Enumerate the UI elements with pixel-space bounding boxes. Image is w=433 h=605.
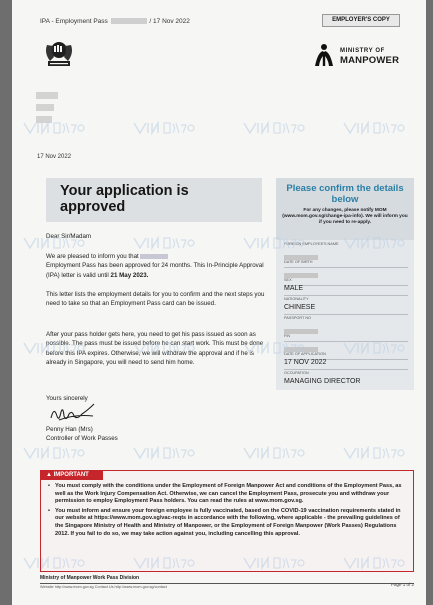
letter-date: 17 Nov 2022 [37, 154, 72, 160]
watermark-stamp [242, 120, 306, 136]
approval-paragraph-line2: Employment Pass has been approved for 24 months. This In-Principle Approval (IPA) letter is valid until [46, 262, 264, 279]
confirm-details-note: For any changes, please notify MOM (www.mom.gov.sg/change-ipa-info). We will inform you if you need to re-apply. [282, 208, 408, 225]
redacted-reference [111, 18, 147, 24]
field-label: SEX [284, 278, 292, 282]
confirm-details-heading: Please confirm the details below [286, 183, 404, 205]
watermark-stamp [342, 445, 406, 461]
field-label: NATIONALITY [284, 297, 309, 301]
controller-signature [49, 402, 103, 424]
signer-name: Penny Han (Mrs) [46, 426, 93, 433]
watermark-stamp [132, 445, 196, 461]
important-notice-box [40, 470, 414, 572]
pass-issue-paragraph: After your pass holder gets here, you need to get his pass issued as soon as possible. The pass must be issued before he can start work. This must be done before this IPA expires. Otherwise, we will withdraw the approval and if he is already in Singapore, you will need to send him home. [46, 331, 264, 366]
field-value: MALE [284, 285, 304, 292]
field-date-of-application [284, 352, 408, 370]
watermark-stamp [22, 120, 86, 136]
field-label: PASSPORT NO [284, 316, 312, 320]
signatory [46, 425, 118, 443]
field-label: FIN [284, 334, 291, 338]
field-label: OCCUPATION [284, 371, 309, 375]
reference-suffix: / 17 Nov 2022 [149, 18, 190, 25]
manpower-label: MANPOWER [340, 55, 400, 66]
field-value: MANAGING DIRECTOR [284, 378, 361, 385]
watermark-stamp [242, 445, 306, 461]
important-item: • You must inform and ensure your foreign employee is fully vaccinated, based on the COVID-19 vaccination requirements stated in our website at https://www.mom.gov.sg/vac-reqts in accordance with the following, where applicable - the prevailing guidelines of the Singapore Ministry of Health and Ministry of Manpower, or the Employment of Foreign Manpower (Work Passes) Regulations 2012. If you fail to do so, we may take action against you, including cancelling this approval. [47, 508, 407, 538]
ipa-letter-page [12, 0, 426, 605]
page-number: Page 1 of 2 [390, 582, 414, 587]
employers-copy-tag: EMPLOYER'S COPY [322, 14, 400, 27]
singapore-coat-of-arms-icon [42, 37, 76, 71]
details-paragraph: This letter lists the employment details for you to confirm and the next steps you need to take so that an Employment Pass card can be issued. [46, 291, 265, 308]
salutation: Dear Sir/Madam [46, 233, 92, 240]
valid-until-date: 21 May 2023. [110, 271, 149, 279]
approval-paragraph [46, 252, 268, 280]
reference-prefix: IPA - Employment Pass [40, 18, 108, 25]
important-item: • You must comply with the conditions under the Employment of Foreign Manpower Act and conditions of the Employment Pass, as well as the Work Injury Compensation Act. Otherwise, we can cancel the Employment Pass, prosecute you and withdraw your permission to employ Employment Pass holders. You can read the rules at www.mom.gov.sg. [47, 483, 407, 506]
field-occupation [284, 371, 408, 386]
ministry-of-manpower-logo [312, 42, 412, 72]
letter-footer [40, 575, 414, 589]
field-nationality [284, 297, 408, 315]
redacted-address-line [36, 92, 58, 99]
field-label: DATE OF APPLICATION [284, 352, 326, 356]
confirm-details-panel [276, 178, 414, 390]
approval-paragraph-line1: We are pleased to inform you that [46, 253, 139, 260]
field-label: DATE OF BIRTH [284, 260, 313, 264]
ministry-of-label: MINISTRY OF [340, 48, 385, 54]
important-label: IMPORTANT [53, 472, 89, 478]
closing: Yours sincerely [46, 395, 88, 402]
watermark-stamp [132, 120, 196, 136]
field-value: 17 NOV 2022 [284, 359, 327, 366]
field-value: CHINESE [284, 304, 316, 311]
confirm-details-header [276, 178, 414, 240]
approval-banner [46, 178, 262, 222]
important-list [47, 483, 407, 540]
redacted-address-line [36, 104, 54, 111]
mom-logo-mark-icon [312, 42, 336, 68]
approval-title: Your application is approved [60, 183, 189, 215]
signer-title: Controller of Work Passes [46, 435, 118, 442]
redacted-address-line [36, 116, 52, 123]
watermark-stamp [342, 120, 406, 136]
redacted-employee-name [140, 254, 168, 259]
footer-links: Website http://www.mom.gov.sg Contact Us http://www.mom.gov.sg/contact [40, 584, 167, 589]
watermark-stamp [22, 445, 86, 461]
important-header [41, 471, 103, 480]
field-sex [284, 278, 408, 296]
field-label: FOREIGN EMPLOYEE'S NAME [284, 242, 339, 246]
footer-division: Ministry of Manpower Work Pass Division [40, 575, 140, 581]
warning-icon: ▲ [46, 472, 54, 478]
letter-reference [40, 18, 190, 25]
